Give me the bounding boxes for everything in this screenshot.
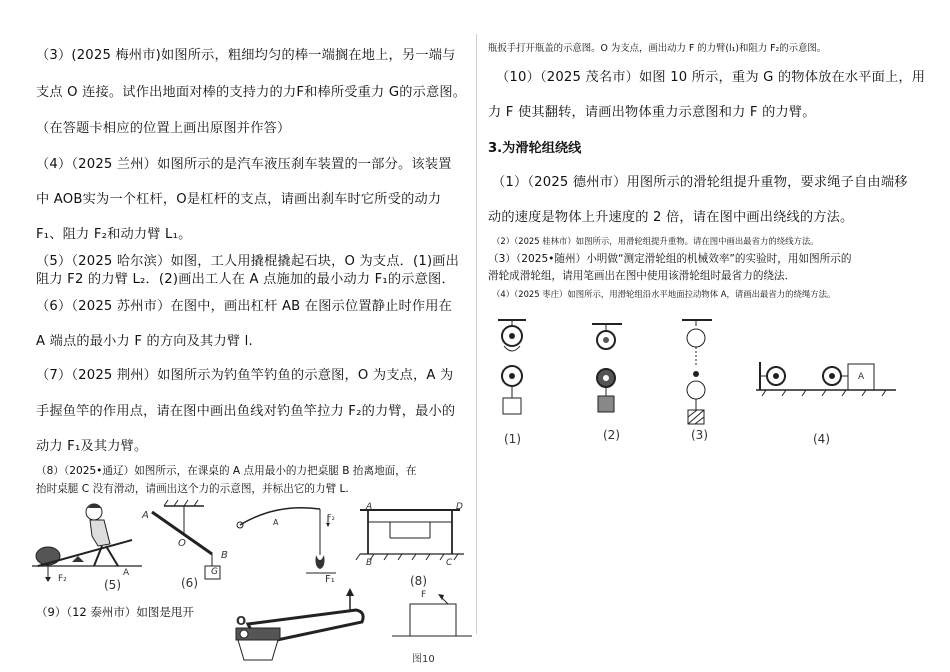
column-divider (476, 34, 477, 634)
figure-6-label-g: G (211, 567, 218, 577)
figure-7-label-a: A (273, 518, 279, 527)
q4-line-2: 中 AOB实为一个杠杆，O是杠杆的支点，请画出刹车时它所受的动力 (36, 192, 442, 207)
q6-line-2: A 端点的最小力 F 的方向及其力臂 l. (36, 334, 253, 349)
figure-6-caption: (6) (181, 576, 198, 590)
q5-line-2: 阻力 F2 的力臂 L₂．(2)画出工人在 A 点施加的最小动力 F₁的示意图． (36, 272, 455, 287)
q7-line-3: 动力 F₁及其力臂。 (36, 439, 148, 454)
pulley-figure-1-caption: (1) (504, 432, 521, 446)
figure-9-bottle-opener (232, 588, 372, 668)
p4-line-1: （4）（2025 枣庄）如图所示，用滑轮组沿水平地面拉动物体 A，请画出最省力的绕绳方法。 (492, 289, 836, 299)
q7-line-2: 手握鱼竿的作用点，请在图中画出鱼线对钓鱼竿拉力 F₂的力臂，最小的 (36, 404, 456, 419)
figure-10-label-f: F (421, 590, 427, 600)
pulley-figure-4-label-a: A (858, 372, 865, 382)
figure-8-label-a: A (366, 502, 373, 512)
q10-line-2: 力 F 使其翻转，请画出物体重力示意图和力 F 的力臂。 (488, 105, 816, 120)
q10-line-1: （10）（2025 茂名市）如图 10 所示，重为 G 的物体放在水平面上，用 (496, 70, 926, 85)
figure-6-label-o: O (178, 538, 186, 549)
q9-line-1: （9）（12 泰州市）如图是甩开 (36, 605, 194, 619)
pulley-figure-2 (590, 322, 626, 418)
figure-5-caption: (5) (104, 578, 121, 592)
q8-line-1: （8）（2025•通辽）如图所示，在课桌的 A 点用最小的力把桌腿 B 抬离地面，在 (36, 465, 417, 477)
figure-5-label-f2: F₂ (58, 574, 67, 584)
q9-line-2: 瓶扳手打开瓶盖的示意图。O 为支点，画出动力 F 的力臂(l₁)和阻力 F₂的示意图。 (488, 43, 827, 54)
figure-7-label-f2: F₂ (327, 513, 335, 522)
figure-6-label-b: B (221, 550, 228, 561)
p1-line-2: 动的速度是物体上升速度的 2 倍，请在图中画出绕线的方法。 (488, 210, 854, 225)
pulley-figure-3 (680, 318, 716, 428)
q7-line-1: （7）（2025 荆州）如图所示为钓鱼竿钓鱼的示意图，O 为支点，A 为 (36, 368, 454, 383)
q6-line-1: （6）（2025 苏州市）在图中，画出杠杆 AB 在图示位置静止时作用在 (36, 299, 453, 314)
p1-line-1: （1）（2025 德州市）用图所示的滑轮组提升重物，要求绳子自由端移 (492, 175, 908, 190)
figure-8-label-b: B (366, 558, 373, 568)
q4-line-1: （4）（2025 兰州）如图所示的是汽车液压刹车装置的一部分。该装置 (36, 157, 452, 172)
p2-line-1: （2）（2025 桂林市）如图所示，用滑轮组提升重物。请在图中画出最省力的绕线方法。 (492, 236, 819, 246)
figure-9-label-f1: F₁ (325, 574, 335, 585)
section-3-heading: 3.为滑轮组绕线 (488, 141, 582, 156)
figure-8-label-d: D (456, 502, 463, 512)
figure-8-caption: (8) (410, 574, 427, 588)
q3-line-2: 支点 O 连接。试作出地面对棒的支持力的力F和棒所受重力 G的示意图。 (36, 85, 467, 100)
figure-6-label-a: A (142, 510, 149, 521)
pulley-figure-2-caption: (2) (603, 428, 620, 442)
figure-5-label-a: A (123, 568, 130, 578)
pulley-figure-4 (756, 358, 906, 398)
q8-line-2: 抬时桌腿 C 没有滑动，请画出这个力的示意图，并标出它的力臂 L. (36, 483, 349, 495)
q5-line-1: （5）（2025 哈尔滨）如图，工人用撬棍撬起石块，O 为支点．(1)画出 (36, 254, 460, 269)
p3-line-1: （3）（2025•随州）小明做“测定滑轮组的机械效率”的实验时，用如图所示的 (488, 253, 852, 265)
figure-10-block (392, 592, 472, 642)
p3-line-2: 滑轮成滑轮组，请用笔画出在图中使用该滑轮组时最省力的绕法． (488, 270, 796, 282)
pulley-figure-3-caption: (3) (691, 428, 708, 442)
figure-10-caption: 图10 (412, 654, 435, 665)
pulley-figure-1 (496, 318, 532, 418)
figure-9-label-o: O (236, 614, 247, 628)
pulley-figure-4-caption: (4) (813, 432, 830, 446)
q3-line-3: （在答题卡相应的位置上画出原图并作答） (36, 121, 291, 136)
figure-8-label-c: C (446, 558, 453, 568)
q3-line-1: （3）(2025 梅州市)如图所示，粗细均匀的棒一端搁在地上，另一端与 (36, 48, 456, 63)
q4-line-3: F₁、阻力 F₂和动力臂 L₁。 (36, 227, 192, 242)
